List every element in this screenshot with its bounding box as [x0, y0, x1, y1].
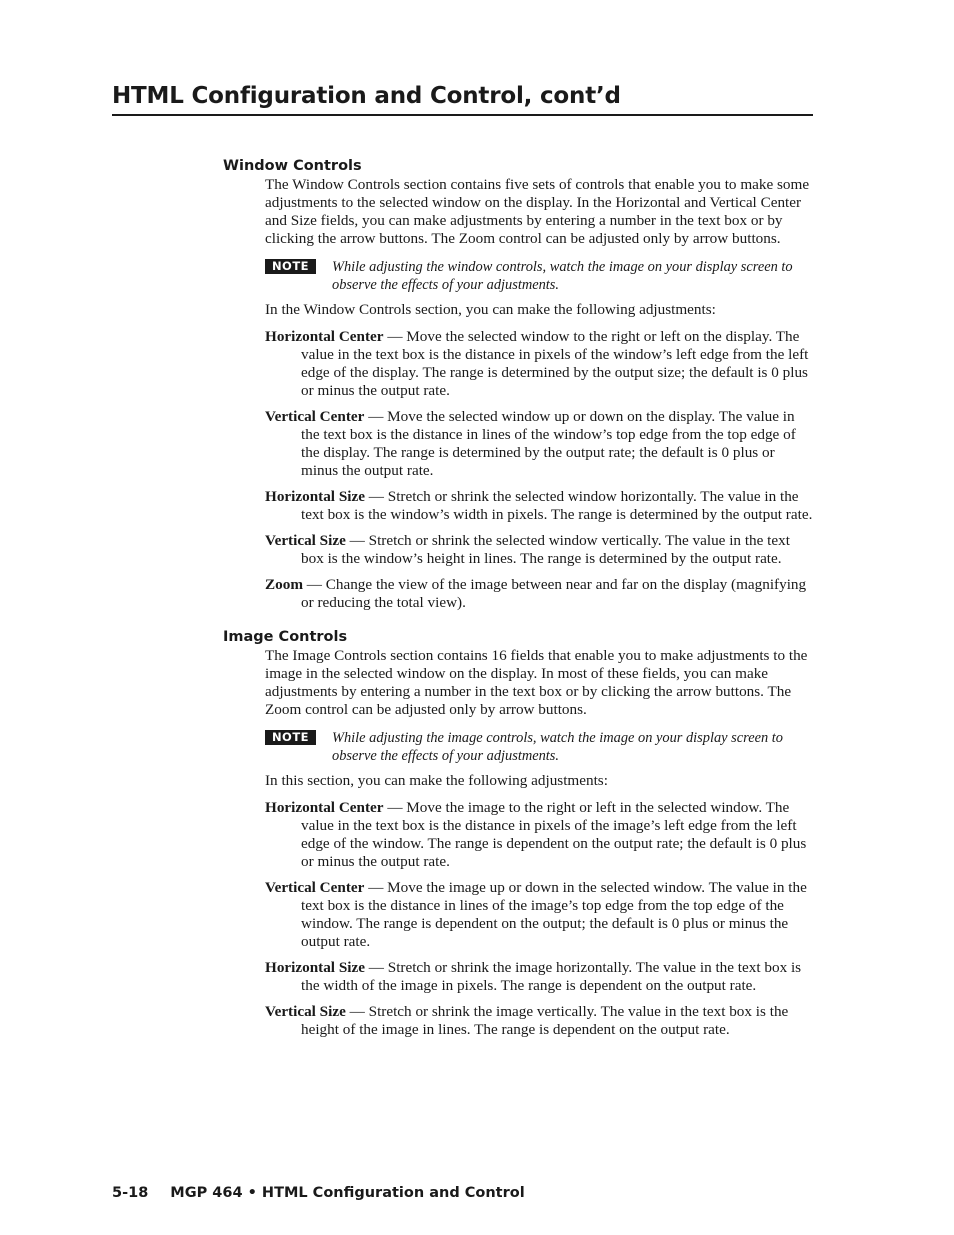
definition-separator: — — [383, 799, 407, 816]
note-badge: NOTE — [265, 259, 316, 274]
definition-item — [265, 532, 813, 568]
definition-text: Stretch or shrink the selected window vertically. The value in the text box is the window’s height in lines. The range is determined by the output rate. — [301, 532, 790, 567]
page-footer — [112, 1183, 525, 1203]
definition-item — [265, 1003, 813, 1039]
definition-term: Vertical Size — [265, 532, 346, 549]
section-intro: The Image Controls section contains 16 fields that enable you to make adjustments to the image in the selected window on the display. In most of these fields, you can make adjustments by entering a number in the text box or by clicking the arrow buttons. The Zoom control can be adjusted only by arrow buttons. — [265, 647, 808, 718]
section-heading: Window Controls — [223, 158, 362, 174]
definition-term: Vertical Center — [265, 408, 365, 425]
definition-term: Vertical Center — [265, 879, 365, 896]
definition-text: Change the view of the image between near and far on the display (magnifying or reducing the total view). — [301, 576, 807, 611]
note-callout — [265, 258, 813, 294]
definition-term: Horizontal Size — [265, 959, 365, 976]
definition-term: Zoom — [265, 576, 303, 593]
definition-separator: — — [302, 576, 326, 593]
definition-separator: — — [383, 328, 407, 345]
page-number: 5-18 — [112, 1185, 149, 1201]
section-window-controls — [223, 156, 813, 612]
definition-text: Move the selected window to the right or left on the display. The value in the text box is the distance in pixels of the window’s left edge from the left edge of the display. The range is determined by the output size; the default is 0 plus or minus the output rate. — [301, 328, 809, 399]
definition-item — [265, 408, 813, 480]
definition-separator: — — [364, 879, 388, 896]
definition-term: Horizontal Center — [265, 328, 384, 345]
definition-text: Stretch or shrink the selected window horizontally. The value in the text box is the window’s width in pixels. The range is determined by the output rate. — [301, 488, 813, 523]
definition-term: Horizontal Size — [265, 488, 365, 505]
section-lead: In this section, you can make the following adjustments: — [265, 772, 608, 789]
note-callout — [265, 729, 813, 765]
definition-separator: — — [345, 532, 369, 549]
definition-term: Vertical Size — [265, 1003, 346, 1020]
page-title: HTML Configuration and Control, cont’d — [112, 82, 813, 116]
definition-item — [265, 959, 813, 995]
definition-text: Move the selected window up or down on the display. The value in the text box is the distance in lines of the window’s top edge from the top edge of the display. The range is determined by the output rate; the default is 0 plus or minus the output rate. — [301, 408, 796, 479]
page-content — [223, 156, 813, 1039]
footer-doc-title: MGP 464 • HTML Configuration and Control — [170, 1185, 525, 1201]
note-badge: NOTE — [265, 730, 316, 745]
definition-item — [265, 328, 813, 400]
definition-item — [265, 879, 813, 951]
definition-item — [265, 488, 813, 524]
definition-text: Move the image to the right or left in the selected window. The value in the text box is the distance in pixels of the image’s left edge from the left edge of the window. The range is dependent on the output rate; the default is 0 plus or minus the output rate. — [301, 799, 807, 870]
definition-separator: — — [364, 488, 388, 505]
definition-term: Horizontal Center — [265, 799, 384, 816]
note-text: While adjusting the image controls, watch the image on your display screen to observe the effects of your adjustments. — [332, 730, 783, 764]
definition-separator: — — [345, 1003, 369, 1020]
section-lead: In the Window Controls section, you can make the following adjustments: — [265, 301, 716, 318]
note-text: While adjusting the window controls, watch the image on your display screen to observe the effects of your adjustments. — [332, 259, 793, 293]
definition-text: Move the image up or down in the selected window. The value in the text box is the distance in lines of the image’s top edge from the top edge of the window. The range is dependent on the output; the default is 0 plus or minus the output rate. — [301, 879, 807, 950]
definition-separator: — — [364, 408, 388, 425]
definition-separator: — — [364, 959, 388, 976]
section-image-controls — [223, 627, 813, 1039]
definition-text: Stretch or shrink the image vertically. The value in the text box is the height of the image in lines. The range is dependent on the output rate. — [301, 1003, 789, 1038]
section-heading: Image Controls — [223, 629, 348, 645]
definition-text: Stretch or shrink the image horizontally. The value in the text box is the width of the image in pixels. The range is dependent on the output rate. — [301, 959, 802, 994]
section-intro: The Window Controls section contains five sets of controls that enable you to make some adjustments to the selected window on the display. In the Horizontal and Vertical Center and Size fields, you can make adjustments by entering a number in the text box or by clicking the arrow buttons. The Zoom control can be adjusted only by arrow buttons. — [265, 176, 810, 247]
definition-item — [265, 576, 813, 612]
definition-item — [265, 799, 813, 871]
